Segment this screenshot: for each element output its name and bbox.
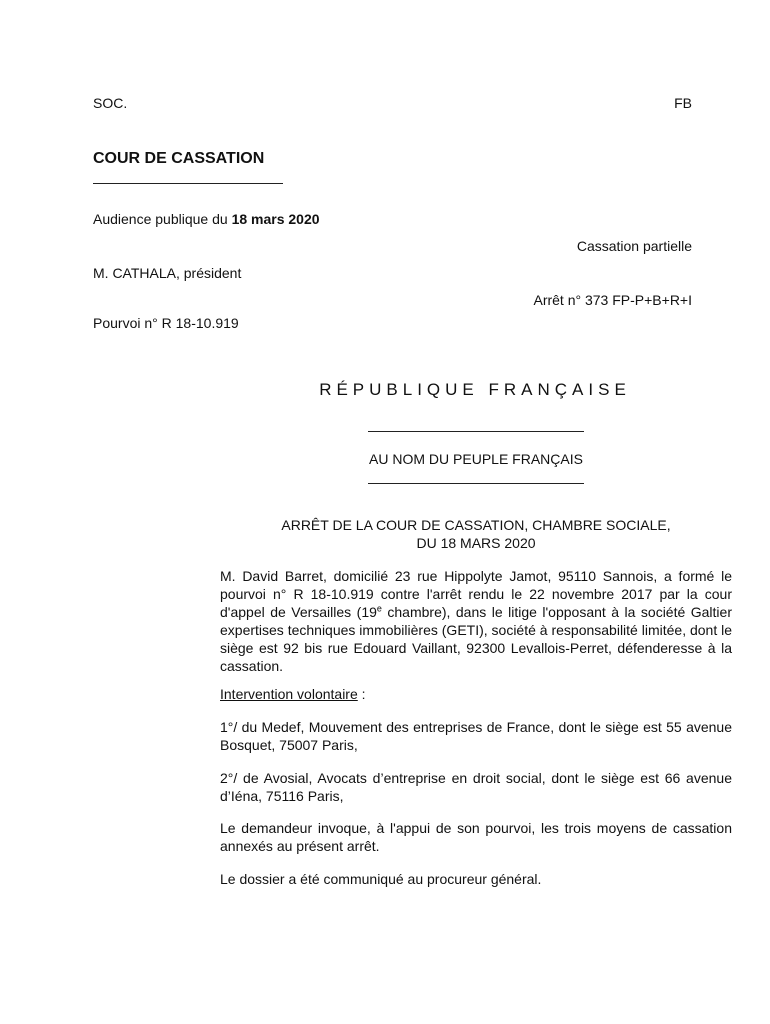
separator-top: [368, 431, 584, 432]
people-heading: AU NOM DU PEUPLE FRANÇAIS: [369, 451, 583, 467]
intervention-heading: [220, 685, 732, 703]
paragraph-medef: 1°/ du Medef, Mouvement des entreprises de France, dont le siège est 55 avenue Bosquet, 75007 Paris,: [220, 719, 732, 753]
intervention-label: Intervention volontaire: [220, 686, 358, 702]
republic-heading: RÉPUBLIQUE FRANÇAISE: [319, 380, 631, 399]
arret-title: [220, 516, 732, 552]
chamber-code: SOC.: [93, 95, 128, 111]
arret-title-line2: DU 18 MARS 2020: [416, 535, 536, 551]
chamber-superscript: e: [376, 603, 382, 614]
pourvoi-number: Pourvoi n° R 18-10.919: [93, 315, 239, 331]
paragraph-avosial: 2°/ de Avosial, Avocats d’entreprise en droit social, dont le siège est 66 avenue d’Iéna, 75116 Paris,: [220, 770, 732, 804]
paragraph-procureur: Le dossier a été communiqué au procureur général.: [220, 871, 542, 887]
parties-text-b: chambre), dans le litige l'opposant à la société Galtier expertises techniques immobilières (GETI), société à responsabilité limitée, dont le siège est 92 bis rue Edouard Vaillant, 92300 Levallois-Perret, défenderesse à la cassation.: [220, 604, 733, 674]
president-line: M. CATHALA, président: [93, 265, 242, 281]
arret-number: Arrêt n° 373 FP-P+B+R+I: [533, 292, 692, 308]
hearing-line: [93, 210, 320, 228]
separator-bottom: [368, 483, 584, 484]
paragraph-moyens: Le demandeur invoque, à l'appui de son pourvoi, les trois moyens de cassation annexés au présent arrêt.: [220, 820, 732, 854]
court-title: COUR DE CASSATION: [93, 150, 265, 167]
parties-text-a: M. David Barret, domicilié 23 rue Hippolyte Jamot, 95110 Sannois, a formé le pourvoi n° R 18-10.919 contre l'arrêt rendu le 22 novembre 2017 par la cour d'appel de Versailles (19: [220, 568, 732, 620]
hearing-prefix: Audience publique du: [93, 211, 232, 227]
decision-type: Cassation partielle: [576, 238, 692, 254]
hearing-date: 18 mars 2020: [231, 211, 320, 227]
clerk-initials: FB: [674, 95, 692, 111]
arret-title-line1: ARRÊT DE LA COUR DE CASSATION, CHAMBRE SOCIALE,: [281, 517, 671, 533]
title-underline: [93, 183, 283, 184]
intervention-suffix: :: [357, 686, 366, 702]
paragraph-parties: [220, 567, 732, 675]
